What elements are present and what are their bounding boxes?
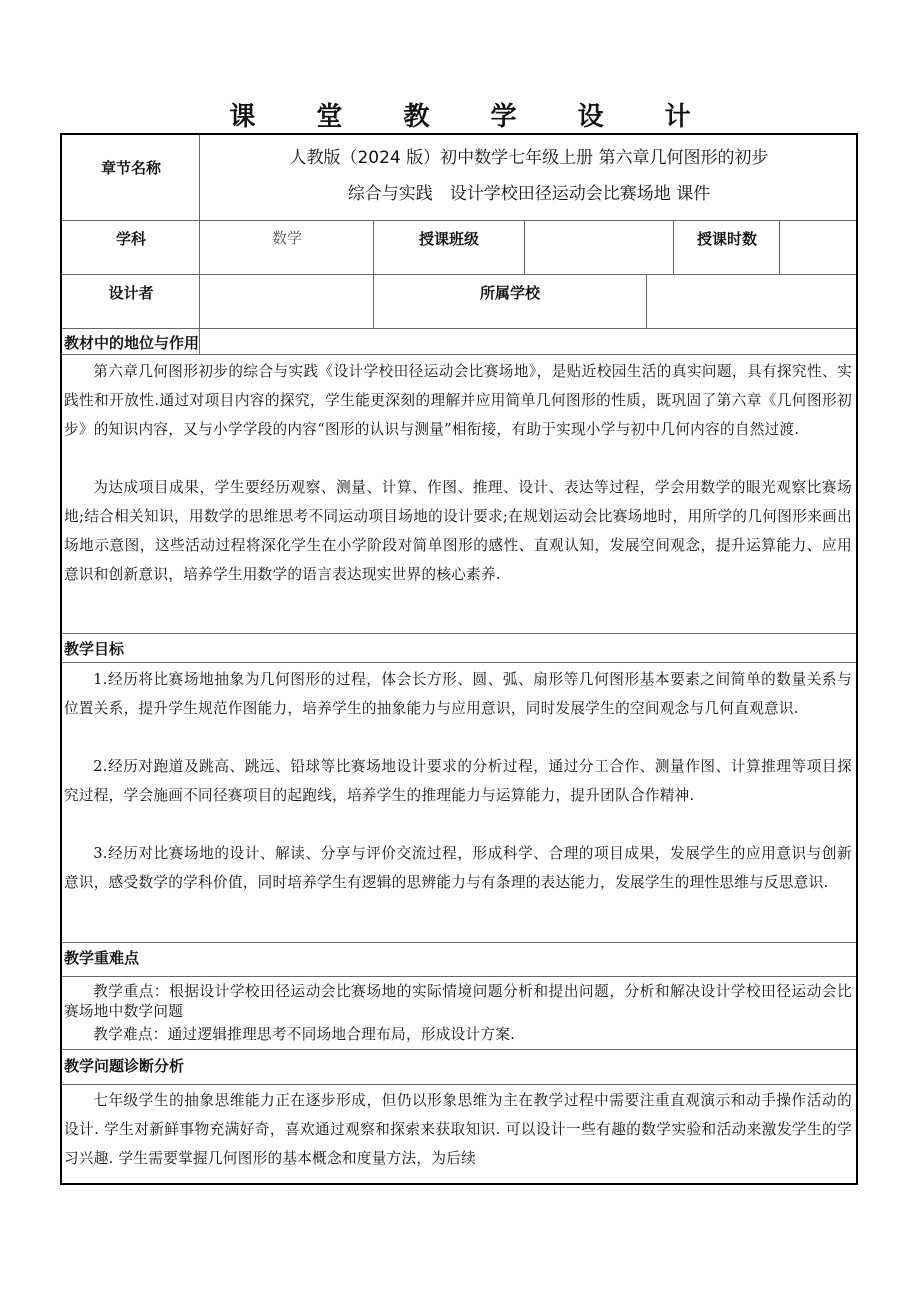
divider bbox=[62, 942, 856, 943]
chapter-label: 章节名称 bbox=[100, 159, 161, 177]
goal-paragraph-2: 2.经历对跑道及跳高、跳远、铅球等比赛场地设计要求的分析过程，通过分工合作、测量作图、计算推理等项目探究过程，学会施画不同径赛项目的起跑线，培养学生的推理能力与运算能力，提升团队合作精神. bbox=[64, 758, 852, 804]
divider bbox=[62, 354, 856, 355]
divider bbox=[62, 633, 856, 634]
divider bbox=[62, 220, 856, 221]
divider bbox=[62, 976, 856, 977]
section-heading-goals: 教学目标 bbox=[64, 640, 125, 658]
divider bbox=[62, 1084, 856, 1085]
lesson-design-table bbox=[60, 133, 858, 1185]
designer-label: 设计者 bbox=[108, 284, 154, 302]
section-heading-role: 教材中的地位与作用 bbox=[64, 334, 200, 352]
divider bbox=[524, 220, 525, 274]
diagnosis-paragraph: 七年级学生的抽象思维能力正在逐步形成，但仍以形象思维为主在教学过程中需要注重直观演示和动手操作活动的设计. 学生对新鲜事物充满好奇，喜欢通过观察和探索来获取知识. 可以设计一些有趣的数学实验和活动来激发学生的学习兴趣. 学生需要掌握几何图形的基本概念和度量方法，为后续 bbox=[64, 1092, 852, 1167]
divider bbox=[62, 1049, 856, 1050]
subject-label: 学科 bbox=[115, 230, 146, 248]
section-heading-diagnosis: 教学问题诊断分析 bbox=[64, 1057, 185, 1075]
subject-value: 数学 bbox=[271, 229, 302, 247]
document-title: 课 堂 教 学 设 计 bbox=[229, 102, 717, 132]
divider bbox=[62, 328, 856, 329]
chapter-value-line1: 人教版（2024 版）初中数学七年级上册 第六章几何图形的初步 bbox=[289, 148, 769, 168]
hours-label: 授课时数 bbox=[696, 230, 757, 248]
school-label: 所属学校 bbox=[479, 284, 540, 302]
goal-paragraph-1: 1.经历将比赛场地抽象为几何图形的过程，体会长方形、圆、弧、扇形等几何图形基本要素之间简单的数量关系与位置关系，提升学生规范作图能力，培养学生的抽象能力与应用意识，同时发展学生的空间观念与几何直观意识. bbox=[64, 671, 852, 717]
chapter-value-line2: 综合与实践 设计学校田径运动会比赛场地 课件 bbox=[347, 184, 711, 204]
class-label: 授课班级 bbox=[418, 230, 479, 248]
section-heading-key-points: 教学重难点 bbox=[64, 949, 140, 967]
role-paragraph-1: 第六章几何图形初步的综合与实践《设计学校田径运动会比赛场地》，是贴近校园生活的真实问题，具有探究性、实践性和开放性.通过对项目内容的探究，学生能更深刻的理解并应用简单几何图形的性质，既巩固了第六章《几何图形初步》的知识内容，又与小学学段的内容“图形的认识与测量”相衔接，有助于实现小学与初中几何内容的自然过渡. bbox=[64, 363, 852, 438]
divider bbox=[646, 274, 647, 328]
divider bbox=[62, 274, 856, 275]
role-paragraph-2: 为达成项目成果，学生要经历观察、测量、计算、作图、推理、设计、表达等过程，学会用数学的眼光观察比赛场地;结合相关知识，用数学的思维思考不同运动项目场地的设计要求;在规划运动会比赛场地时，用所学的几何图形来画出场地示意图，这些活动过程将深化学生在小学阶段对简单图形的感性、直观认知，发展空间观念，提升运算能力、应用意识和创新意识，培养学生用数学的语言表达现实世界的核心素养. bbox=[64, 479, 852, 583]
divider bbox=[779, 220, 780, 274]
difficulty-paragraph: 教学难点：通过逻辑推理思考不同场地合理布局，形成设计方案. bbox=[93, 1026, 516, 1043]
divider bbox=[62, 662, 856, 663]
key-point-paragraph: 教学重点：根据设计学校田径运动会比赛场地的实际情境问题分析和提出问题，分析和解决设计学校田径运动会比赛场地中数学问题 bbox=[64, 983, 852, 1020]
goal-paragraph-3: 3.经历对比赛场地的设计、解读、分享与评价交流过程，形成科学、合理的项目成果，发展学生的应用意识与创新意识，感受数学的学科价值，同时培养学生有逻辑的思辨能力与有条理的表达能力，发展学生的理性思维与反思意识. bbox=[64, 845, 852, 891]
